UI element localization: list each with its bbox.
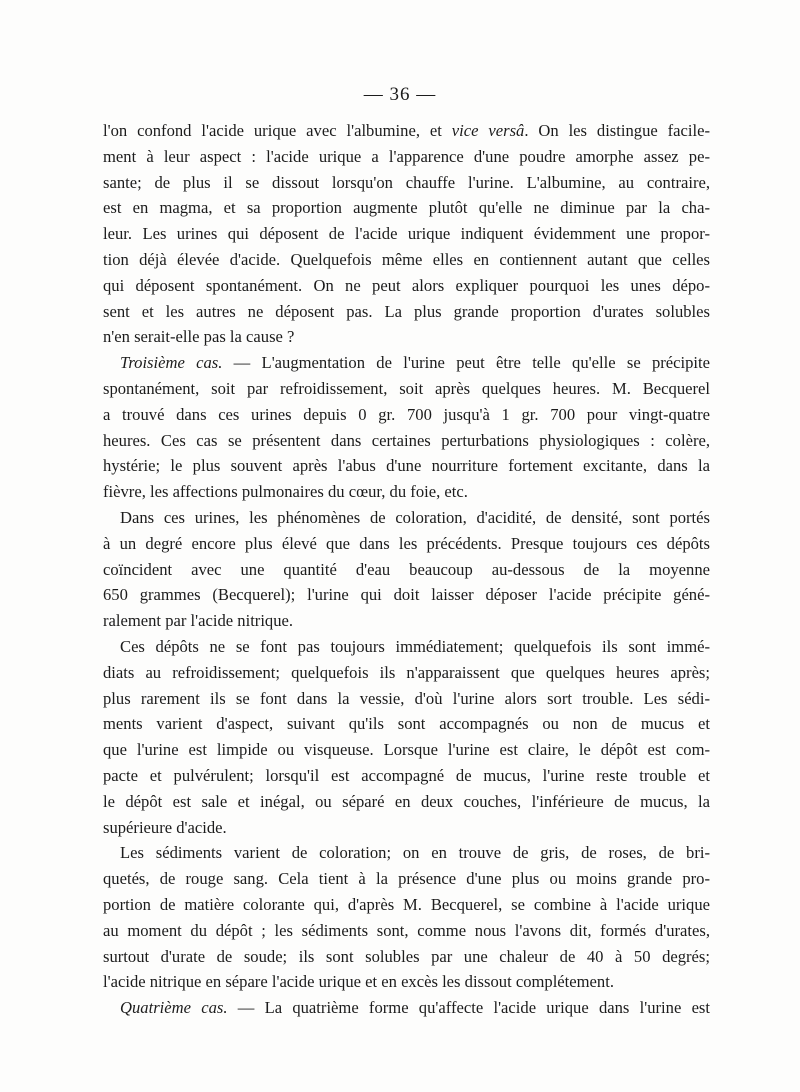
text-line xyxy=(103,815,710,841)
text-line xyxy=(103,221,710,247)
text-line xyxy=(103,789,710,815)
text-line xyxy=(103,582,710,608)
line-text: — L'augmentation de l'urine peut être telle qu'elle se précipite xyxy=(222,353,711,373)
text-line xyxy=(103,969,710,995)
line-text: Les sédiments varient de coloration; on en trouve de gris, de roses, de bri- xyxy=(120,843,710,863)
text-line xyxy=(103,453,710,479)
italic-text: Quatrième cas. xyxy=(120,998,228,1018)
text-line xyxy=(103,428,710,454)
line-text: que l'urine est limpide ou visqueuse. Lorsque l'urine est claire, le dépôt est com- xyxy=(103,740,710,760)
line-text: qui déposent spontanément. On ne peut alors expliquer pourquoi les unes dépo- xyxy=(103,275,710,295)
line-text: hystérie; le plus souvent après l'abus d'une nourriture fortement excitante, dans la xyxy=(103,456,710,476)
text-line xyxy=(103,144,710,170)
text-line xyxy=(103,634,710,660)
italic-text: vice versâ xyxy=(451,121,525,140)
line-text: surtout d'urate de soude; ils sont solubles par une chaleur de 40 à 50 degrés; xyxy=(103,946,710,966)
line-text: au moment du dépôt ; les sédiments sont, comme nous l'avons dit, formés d'urates, xyxy=(103,920,710,940)
italic-text: Troisième cas. xyxy=(120,353,223,373)
text-line xyxy=(103,918,710,944)
text-line xyxy=(103,299,710,325)
line-text: le dépôt est sale et inégal, ou séparé en deux couches, l'inférieure de mucus, la xyxy=(103,791,710,811)
line-text: quetés, de rouge sang. Cela tient à la présence d'une plus ou moins grande pro- xyxy=(103,869,710,889)
text-line xyxy=(103,247,710,273)
page-number: — 36 — xyxy=(363,84,437,105)
line-text: pacte et pulvérulent; lorsqu'il est accompagné de mucus, l'urine reste trouble et xyxy=(103,765,710,785)
text-line xyxy=(103,170,710,196)
text-line xyxy=(103,737,710,763)
text-line xyxy=(103,840,710,866)
line-text: supérieure d'acide. xyxy=(103,817,227,837)
line-text: ralement par l'acide nitrique. xyxy=(103,611,294,631)
body-text xyxy=(103,118,710,1021)
line-text: l'acide nitrique en sépare l'acide urique et en excès les dissout complétement. xyxy=(103,972,614,992)
line-text: coïncident avec une quantité d'eau beaucoup au-dessous de la moyenne xyxy=(103,559,710,579)
line-text: leur. Les urines qui déposent de l'acide urique indiquent évidemment une propor- xyxy=(103,224,710,244)
line-text: est en magma, et sa proportion augmente plutôt qu'elle ne diminue par la cha- xyxy=(103,198,710,218)
text-line xyxy=(103,195,710,221)
line-text: diats au refroidissement; quelquefois ils n'apparaissent que quelques heures après; xyxy=(103,662,710,682)
line-text: Ces dépôts ne se font pas toujours immédiatement; quelquefois ils sont immé- xyxy=(120,636,710,656)
text-line xyxy=(103,324,710,350)
line-text: Dans ces urines, les phénomènes de coloration, d'acidité, de densité, sont portés xyxy=(120,507,710,527)
text-line xyxy=(103,350,710,376)
text-line xyxy=(103,505,710,531)
line-text: ments varient d'aspect, suivant qu'ils sont accompagnés ou non de mucus et xyxy=(103,714,710,734)
line-text: l'on confond l'acide urique avec l'albumine, et xyxy=(103,121,452,140)
line-text: portion de matière colorante qui, d'après M. Becquerel, se combine à l'acide urique xyxy=(103,894,710,914)
line-text: ment à leur aspect : l'acide urique a l'apparence d'une poudre amorphe assez pe- xyxy=(103,146,710,166)
line-text: sent et les autres ne déposent pas. La plus grande proportion d'urates solubles xyxy=(103,301,710,321)
line-text: — La quatrième forme qu'affecte l'acide urique dans l'urine est xyxy=(227,998,710,1018)
text-line xyxy=(103,273,710,299)
line-text: a trouvé dans ces urines depuis 0 gr. 700 jusqu'à 1 gr. 700 pour vingt-quatre xyxy=(103,404,710,424)
text-line xyxy=(103,686,710,712)
text-line xyxy=(103,479,710,505)
text-line xyxy=(103,995,710,1021)
text-line xyxy=(103,660,710,686)
line-text: à un degré encore plus élevé que dans les précédents. Presque toujours ces dépôts xyxy=(103,533,710,553)
text-line xyxy=(103,944,710,970)
line-text: n'en serait-elle pas la cause ? xyxy=(103,327,295,347)
text-line xyxy=(103,763,710,789)
line-text: heures. Ces cas se présentent dans certaines perturbations physiologiques : colère, xyxy=(103,430,710,450)
line-text: tion déjà élevée d'acide. Quelquefois même elles en contiennent autant que celles xyxy=(103,249,710,269)
line-text: fièvre, les affections pulmonaires du cœur, du foie, etc. xyxy=(103,482,468,502)
line-text: 650 grammes (Becquerel); l'urine qui doit laisser déposer l'acide précipite géné- xyxy=(103,585,710,605)
text-line xyxy=(103,608,710,634)
line-text: plus rarement ils se font dans la vessie, d'où l'urine alors sort trouble. Les sédi- xyxy=(103,688,710,708)
line-text: sante; de plus il se dissout lorsqu'on chauffe l'urine. L'albumine, au contraire, xyxy=(103,172,710,192)
line-text: . On les distingue facile- xyxy=(524,121,711,140)
text-line xyxy=(103,402,710,428)
text-line xyxy=(103,892,710,918)
text-line xyxy=(103,866,710,892)
text-line xyxy=(103,376,710,402)
text-line xyxy=(103,711,710,737)
text-line xyxy=(103,118,710,144)
text-line xyxy=(103,531,710,557)
text-line xyxy=(103,557,710,583)
line-text: spontanément, soit par refroidissement, soit après quelques heures. M. Becquerel xyxy=(103,378,710,398)
